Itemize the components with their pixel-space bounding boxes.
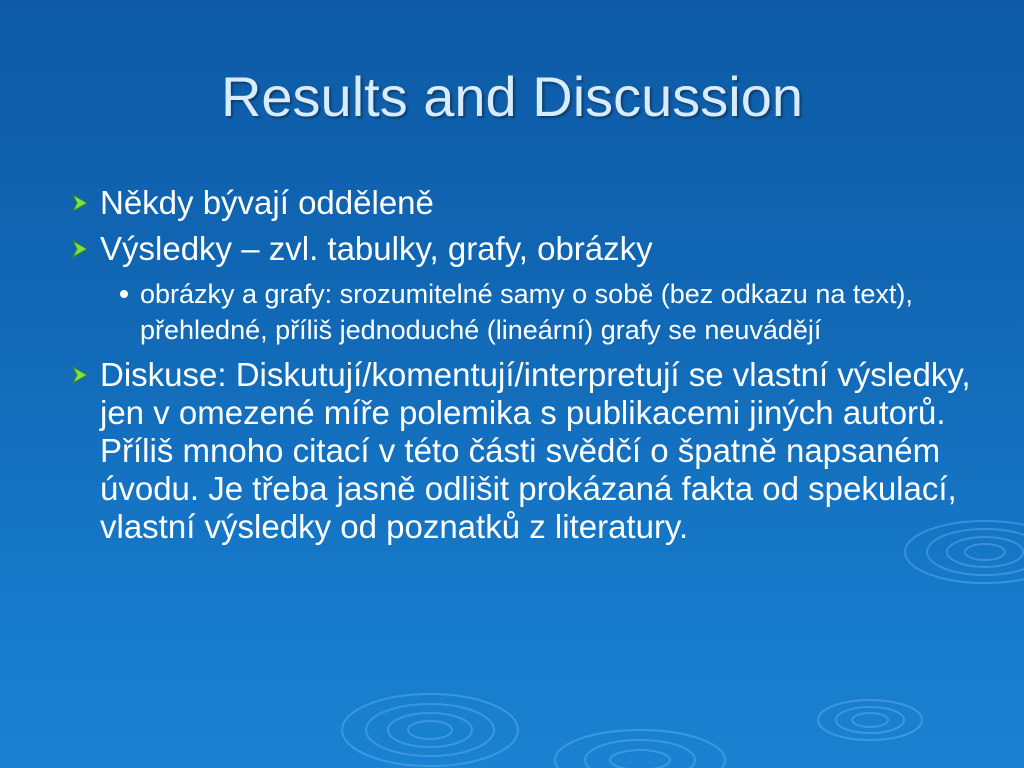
bullet-list	[60, 184, 990, 554]
slide-title: Results and Discussion	[220, 65, 804, 128]
dot-bullet-icon	[108, 276, 140, 312]
bullet-item	[60, 184, 990, 222]
arrow-bullet-icon	[60, 356, 100, 394]
arrow-bullet-icon	[60, 230, 100, 268]
bullet-item	[60, 230, 990, 268]
bullet-item	[60, 356, 990, 546]
sub-bullet-item	[108, 276, 990, 348]
bullet-text: Diskuse: Diskutují/komentují/interpretují se vlastní výsledky, jen v omezené míře polemika s publikacemi jiných autorů. Příliš mnoho citací v této části svědčí o špatně napsaném úvodu. Je třeba jasně odlišit prokázaná fakta od spekulací, vlastní výsledky od poznatků z literatury.	[100, 356, 971, 545]
bullet-text: Výsledky – zvl. tabulky, grafy, obrázky	[100, 230, 653, 267]
arrow-bullet-icon	[60, 184, 100, 222]
bullet-text: obrázky a grafy: srozumitelné samy o sobě (bez odkazu na text), přehledné, příliš jednoduché (lineární) grafy se neuvádějí	[140, 279, 913, 345]
bullet-text: Někdy bývají odděleně	[100, 184, 434, 221]
